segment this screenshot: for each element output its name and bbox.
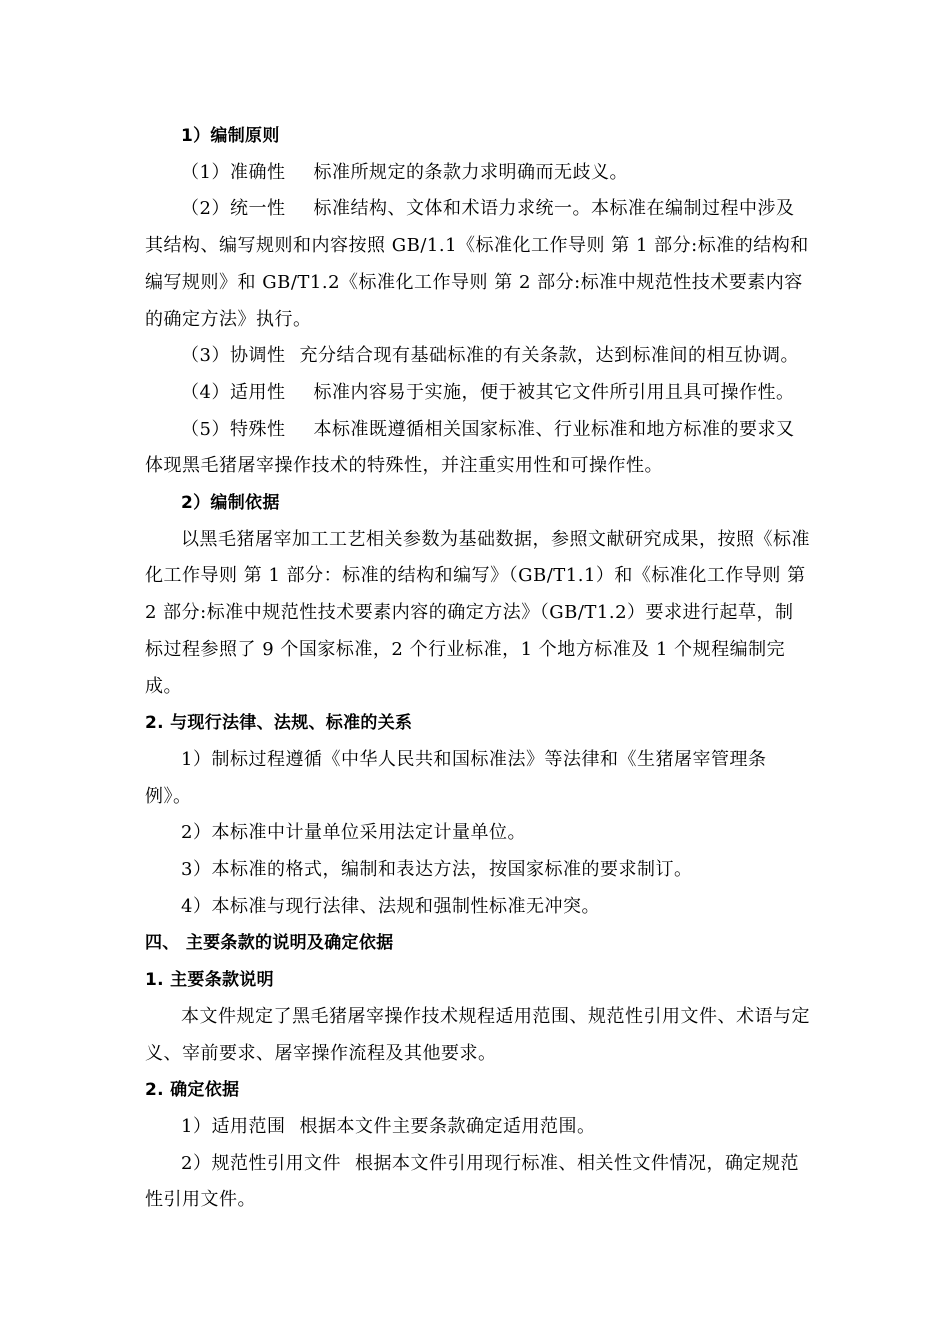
text-particularity: 本标准既遵循相关国家标准、行业标准和地方标准的要求又体现黑毛猪屠宰操作技术的特殊性，并注重实用性和可操作性。 [145, 418, 795, 477]
heading-relations: 2. 与现行法律、法规、标准的关系 [145, 713, 413, 734]
text-accuracy: 标准所规定的条款力求明确而无歧义。 [313, 161, 628, 183]
paragraph-uniformity [145, 191, 810, 338]
heading-clause-description: 1. 主要条款说明 [145, 970, 274, 991]
label-coordination: （3）协调性 [181, 345, 286, 367]
label-uniformity: （2）统一性 [181, 198, 286, 220]
label-accuracy: （1）准确性 [181, 161, 286, 183]
list-item-relations-4: 4）本标准与现行法律、法规和强制性标准无冲突。 [181, 895, 600, 917]
text-scope: 根据本文件主要条款确定适用范围。 [299, 1115, 596, 1137]
paragraph-normative-references [145, 1146, 810, 1219]
label-normative-references: 2）规范性引用文件 [181, 1152, 341, 1174]
list-item-relations-1: 1）制标过程遵循《中华人民共和国标准法》等法律和《生猪屠宰管理条例》。 [145, 748, 767, 807]
paragraph-applicability [145, 375, 810, 412]
document-body [145, 118, 810, 1219]
heading-main-clauses: 四、 主要条款的说明及确定依据 [145, 933, 394, 954]
label-particularity: （5）特殊性 [181, 418, 286, 440]
label-scope: 1）适用范围 [181, 1115, 286, 1137]
heading-determination-basis: 2. 确定依据 [145, 1080, 240, 1101]
text-normative-references: 根据本文件引用现行标准、相关性文件情况，确定规范性引用文件。 [145, 1152, 799, 1211]
text-coordination: 充分结合现有基础标准的有关条款，达到标准间的相互协调。 [299, 345, 799, 367]
paragraph-accuracy [145, 155, 810, 192]
paragraph-particularity [145, 412, 810, 485]
heading-principles: 1）编制原则 [181, 126, 280, 146]
paragraph-clause-description: 本文件规定了黑毛猪屠宰操作技术规程适用范围、规范性引用文件、术语与定义、宰前要求、屠宰操作流程及其他要求。 [145, 1005, 810, 1064]
list-item-relations-2: 2）本标准中计量单位采用法定计量单位。 [181, 822, 526, 844]
paragraph-scope [145, 1109, 810, 1146]
text-applicability: 标准内容易于实施，便于被其它文件所引用且具可操作性。 [313, 381, 795, 403]
list-item-relations-3: 3）本标准的格式，编制和表达方法，按国家标准的要求制订。 [181, 859, 693, 881]
label-applicability: （4）适用性 [181, 381, 286, 403]
paragraph-basis: 以黑毛猪屠宰加工工艺相关参数为基础数据，参照文献研究成果，按照《标准化工作导则 第 1 部分：标准的结构和编写》（GB/T1.1）和《标准化工作导则 第 2 部分:标准中规范性技术要素内容的确定方法》（GB/T1.2）要求进行起草，制标过程参照了 9 个国家标准，2 个行业标准，1 个地方标准及 1 个规程编制完成。 [145, 528, 810, 697]
text-uniformity: 标准结构、文体和术语力求统一。本标准在编制过程中涉及其结构、编写规则和内容按照 GB/1.1《标准化工作导则 第 1 部分:标准的结构和编写规则》和 GB/T1.2《标准化工作导则 第 2 部分:标准中规范性技术要素内容的确定方法》执行。 [145, 198, 809, 330]
paragraph-coordination [145, 338, 810, 375]
heading-basis: 2）编制依据 [181, 493, 280, 514]
